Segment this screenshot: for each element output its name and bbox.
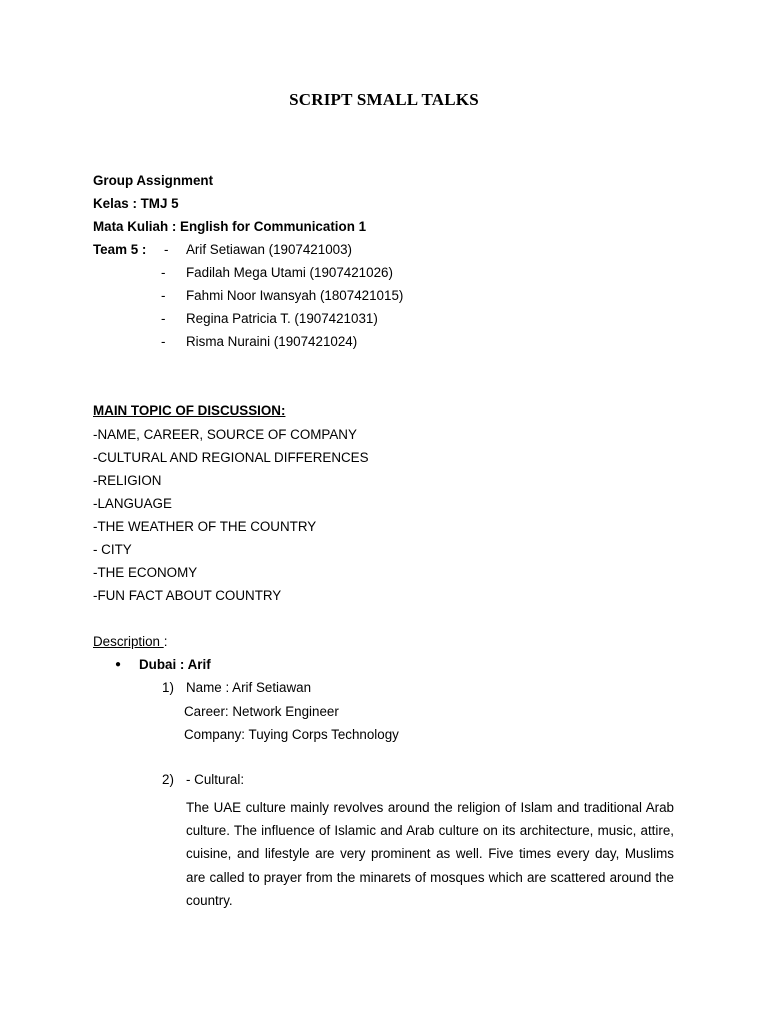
member-dash: - — [161, 311, 166, 326]
member-dash: - — [161, 265, 166, 280]
topic-item: -THE ECONOMY — [93, 565, 198, 580]
topic-item: -CULTURAL AND REGIONAL DIFFERENCES — [93, 450, 369, 465]
profile-career: Career: Network Engineer — [184, 704, 339, 719]
team-member: Fahmi Noor Iwansyah (1807421015) — [186, 288, 404, 303]
cultural-paragraph: The UAE culture mainly revolves around the religion of Islam and traditional Arab culture. The influence of Islamic and Arab culture on its architecture, music, attire, cuisine, and lifestyle are very prominent as well. Five times every day, Muslims are called to prayer from the minarets of mosques which are scattered around the country. — [186, 800, 674, 908]
document-title: SCRIPT SMALL TALKS — [289, 90, 479, 109]
team-member: Regina Patricia T. (1907421031) — [186, 311, 378, 326]
description-heading-colon: : — [163, 634, 168, 649]
team-label: Team 5 : — [93, 242, 147, 257]
team-member: Arif Setiawan (1907421003) — [186, 242, 353, 257]
profile-name: Name : Arif Setiawan — [186, 680, 312, 695]
item-number: 1) — [162, 680, 174, 695]
profile-company: Company: Tuying Corps Technology — [184, 727, 399, 742]
country-heading: Dubai : Arif — [139, 657, 211, 672]
bullet-icon: ● — [115, 659, 122, 670]
team-member: Risma Nuraini (1907421024) — [186, 334, 358, 349]
member-dash: - — [161, 334, 166, 349]
topic-item: -THE WEATHER OF THE COUNTRY — [93, 519, 317, 534]
member-dash: - — [161, 288, 166, 303]
member-dash: - — [164, 242, 169, 257]
assignment-label: Group Assignment — [93, 173, 214, 188]
description-heading-text: Description — [93, 634, 164, 649]
kelas-label: Kelas : TMJ 5 — [93, 196, 179, 211]
item-number: 2) — [162, 772, 174, 787]
topic-item: -FUN FACT ABOUT COUNTRY — [93, 588, 282, 603]
topic-item: -RELIGION — [93, 473, 162, 488]
team-member: Fadilah Mega Utami (1907421026) — [186, 265, 393, 280]
description-heading — [93, 634, 167, 650]
topic-item: -NAME, CAREER, SOURCE OF COMPANY — [93, 427, 357, 442]
mata-kuliah-label: Mata Kuliah : English for Communication 1 — [93, 219, 367, 234]
cultural-label: - Cultural: — [186, 772, 245, 787]
main-topic-heading: MAIN TOPIC OF DISCUSSION: — [93, 403, 286, 418]
topic-item: -LANGUAGE — [93, 496, 172, 511]
topic-item: - CITY — [93, 542, 132, 557]
